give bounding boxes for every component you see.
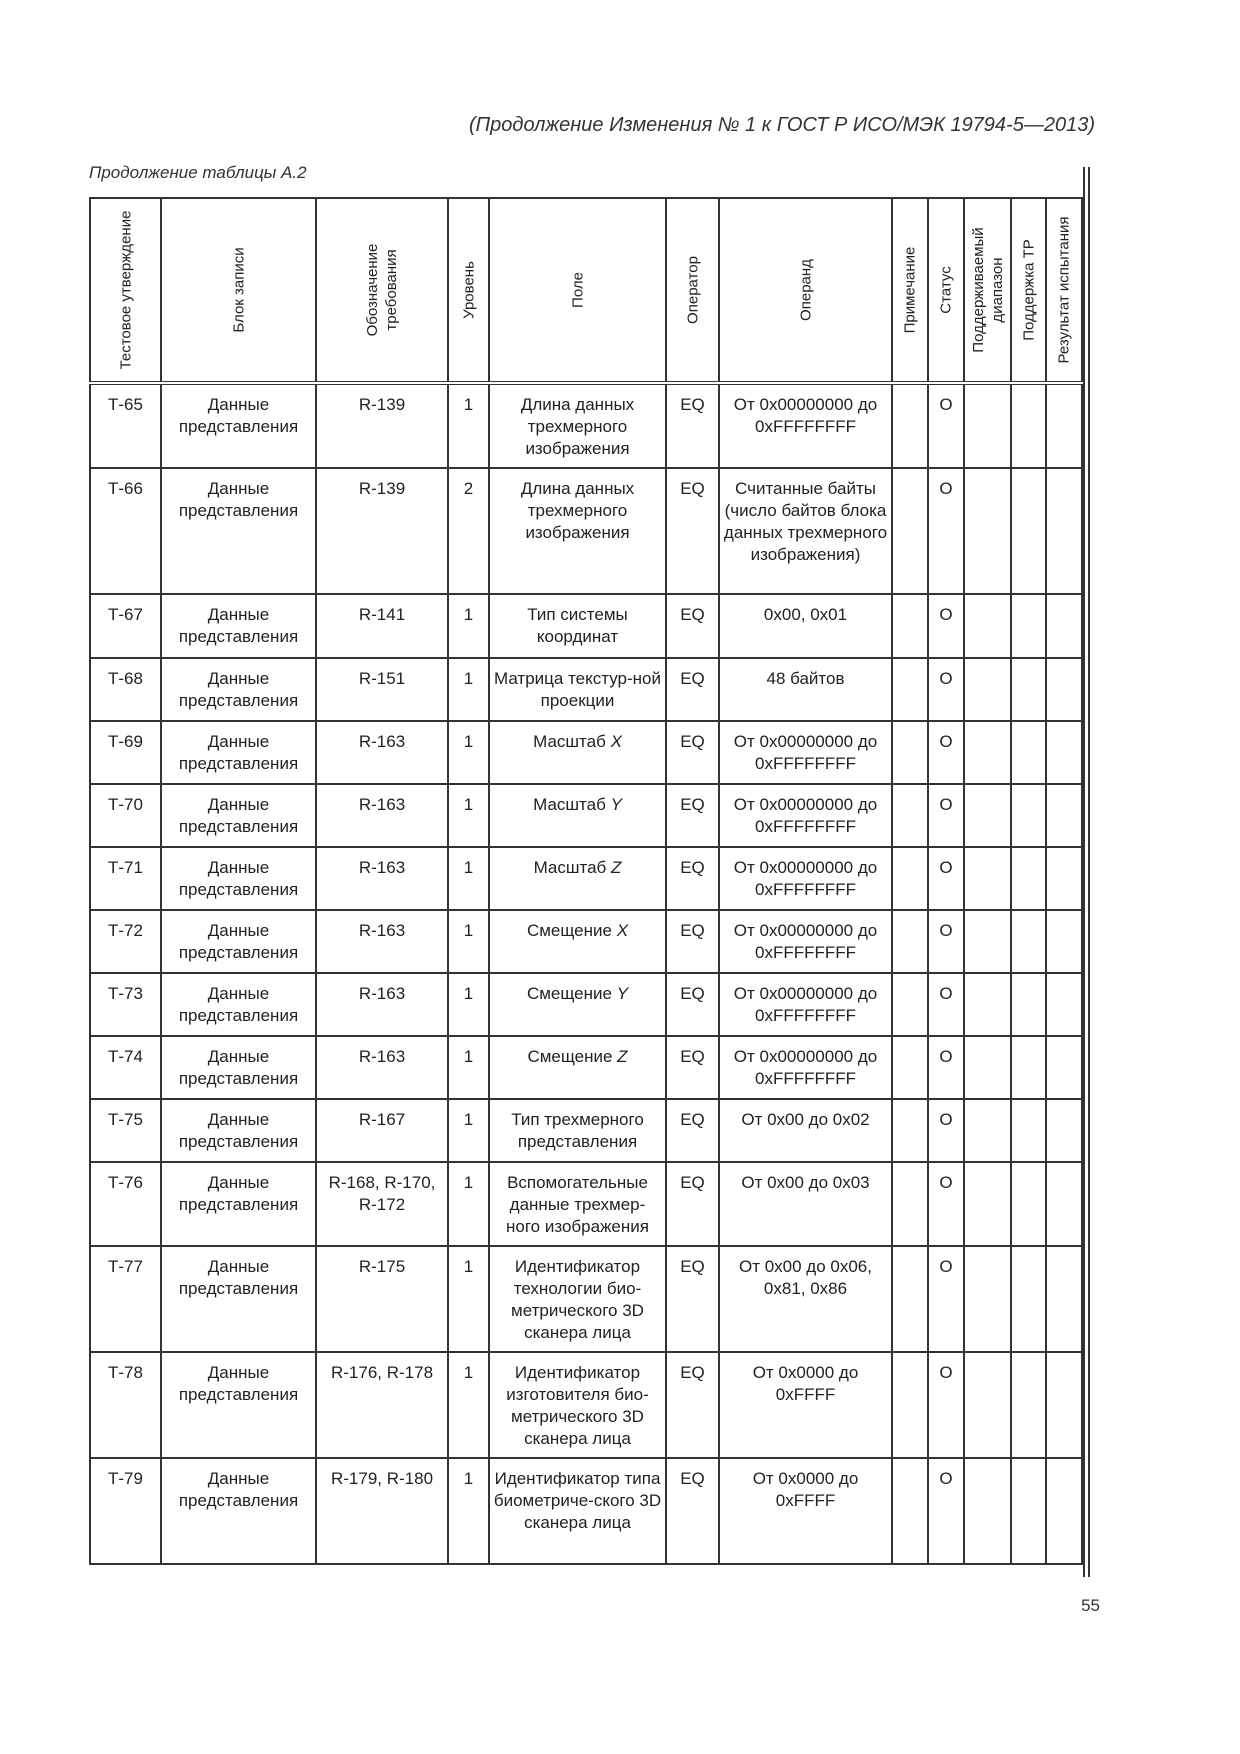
- cell-result: [1046, 973, 1082, 1036]
- cell-result: [1046, 658, 1082, 721]
- cell-note: [892, 658, 928, 721]
- cell-test: Т-71: [90, 847, 161, 910]
- cell-block: Данные представления: [161, 973, 316, 1036]
- table-row: [90, 847, 1082, 910]
- column-header-status: Статус: [928, 198, 964, 383]
- cell-status: O: [928, 1099, 964, 1162]
- cell-requirement: R-163: [316, 973, 448, 1036]
- cell-test: Т-70: [90, 784, 161, 847]
- cell-result: [1046, 594, 1082, 658]
- cell-range: [964, 1162, 1011, 1246]
- cell-support: [1011, 1246, 1046, 1352]
- cell-field: Масштаб X: [489, 721, 666, 784]
- cell-field: Идентификатор технологии био-метрического 3D сканера лица: [489, 1246, 666, 1352]
- column-header-operator: Оператор: [666, 198, 719, 383]
- cell-support: [1011, 1352, 1046, 1458]
- cell-operator: EQ: [666, 973, 719, 1036]
- cell-support: [1011, 1458, 1046, 1564]
- cell-level: 2: [448, 468, 489, 594]
- cell-test: Т-68: [90, 658, 161, 721]
- column-header-requirement: Обозначение требования: [316, 198, 448, 383]
- column-header-result: Результат испытания: [1046, 198, 1082, 383]
- cell-support: [1011, 1162, 1046, 1246]
- cell-support: [1011, 468, 1046, 594]
- cell-level: 1: [448, 847, 489, 910]
- cell-field: Смещение X: [489, 910, 666, 973]
- cell-field: Матрица текстур-ной проекции: [489, 658, 666, 721]
- cell-level: 1: [448, 658, 489, 721]
- cell-level: 1: [448, 1246, 489, 1352]
- cell-requirement: R-179, R-180: [316, 1458, 448, 1564]
- cell-requirement: R-139: [316, 468, 448, 594]
- cell-range: [964, 658, 1011, 721]
- cell-operand: Считанные байты (число байтов блока данных трехмерного изображения): [719, 468, 892, 594]
- table-caption: Продолжение таблицы А.2: [89, 163, 307, 182]
- cell-field: Идентификатор изготовителя био-метрического 3D сканера лица: [489, 1352, 666, 1458]
- cell-requirement: R-176, R-178: [316, 1352, 448, 1458]
- cell-support: [1011, 1036, 1046, 1099]
- cell-range: [964, 1246, 1011, 1352]
- cell-support: [1011, 910, 1046, 973]
- cell-note: [892, 1162, 928, 1246]
- cell-test: Т-73: [90, 973, 161, 1036]
- cell-status: O: [928, 1162, 964, 1246]
- cell-test: Т-78: [90, 1352, 161, 1458]
- cell-field: Смещение Z: [489, 1036, 666, 1099]
- cell-level: 1: [448, 1036, 489, 1099]
- cell-requirement: R-163: [316, 721, 448, 784]
- cell-level: 1: [448, 1352, 489, 1458]
- cell-level: 1: [448, 973, 489, 1036]
- cell-range: [964, 1099, 1011, 1162]
- column-header-note: Примечание: [892, 198, 928, 383]
- cell-support: [1011, 658, 1046, 721]
- cell-field: Вспомогательные данные трехмер-ного изображения: [489, 1162, 666, 1246]
- cell-operator: EQ: [666, 468, 719, 594]
- cell-note: [892, 1352, 928, 1458]
- cell-note: [892, 1458, 928, 1564]
- cell-operand: От 0x0000 до 0xFFFF: [719, 1352, 892, 1458]
- column-header-support: Поддержка ТР: [1011, 198, 1046, 383]
- table-row: [90, 1036, 1082, 1099]
- cell-field: Идентификатор типа биометриче-ского 3D сканера лица: [489, 1458, 666, 1564]
- cell-field: Масштаб Z: [489, 847, 666, 910]
- cell-test: Т-67: [90, 594, 161, 658]
- table-row: [90, 468, 1082, 594]
- cell-block: Данные представления: [161, 383, 316, 468]
- cell-operand: 0x00, 0x01: [719, 594, 892, 658]
- cell-level: 1: [448, 910, 489, 973]
- cell-field: Длина данных трехмерного изображения: [489, 383, 666, 468]
- cell-operator: EQ: [666, 1458, 719, 1564]
- cell-support: [1011, 383, 1046, 468]
- cell-operand: От 0x00000000 до 0xFFFFFFFF: [719, 973, 892, 1036]
- margin-rule: [1083, 167, 1085, 1577]
- table-header-row: [90, 198, 1082, 383]
- cell-range: [964, 784, 1011, 847]
- cell-test: Т-65: [90, 383, 161, 468]
- cell-field: Длина данных трехмерного изображения: [489, 468, 666, 594]
- cell-status: O: [928, 784, 964, 847]
- cell-operand: 48 байтов: [719, 658, 892, 721]
- table-row: [90, 910, 1082, 973]
- cell-field: Масштаб Y: [489, 784, 666, 847]
- cell-operator: EQ: [666, 910, 719, 973]
- cell-test: Т-69: [90, 721, 161, 784]
- cell-status: O: [928, 468, 964, 594]
- cell-level: 1: [448, 721, 489, 784]
- cell-operator: EQ: [666, 383, 719, 468]
- cell-status: O: [928, 658, 964, 721]
- cell-result: [1046, 1099, 1082, 1162]
- cell-note: [892, 1036, 928, 1099]
- cell-block: Данные представления: [161, 784, 316, 847]
- cell-field: Тип трехмерного представления: [489, 1099, 666, 1162]
- cell-requirement: R-163: [316, 847, 448, 910]
- cell-requirement: R-175: [316, 1246, 448, 1352]
- column-header-test: Тестовое утверждение: [90, 198, 161, 383]
- cell-test: Т-75: [90, 1099, 161, 1162]
- cell-test: Т-66: [90, 468, 161, 594]
- table-row: [90, 594, 1082, 658]
- table-row: [90, 1099, 1082, 1162]
- cell-block: Данные представления: [161, 1036, 316, 1099]
- cell-result: [1046, 721, 1082, 784]
- cell-note: [892, 468, 928, 594]
- cell-result: [1046, 1162, 1082, 1246]
- cell-result: [1046, 1352, 1082, 1458]
- column-header-field: Поле: [489, 198, 666, 383]
- cell-operator: EQ: [666, 847, 719, 910]
- cell-range: [964, 468, 1011, 594]
- cell-result: [1046, 847, 1082, 910]
- cell-note: [892, 594, 928, 658]
- cell-block: Данные представления: [161, 721, 316, 784]
- cell-range: [964, 973, 1011, 1036]
- cell-requirement: R-163: [316, 910, 448, 973]
- cell-field: Тип системы координат: [489, 594, 666, 658]
- cell-status: O: [928, 1036, 964, 1099]
- cell-block: Данные представления: [161, 594, 316, 658]
- table-row: [90, 1458, 1082, 1564]
- cell-requirement: R-151: [316, 658, 448, 721]
- cell-block: Данные представления: [161, 1162, 316, 1246]
- cell-operand: От 0x00 до 0x06, 0x81, 0x86: [719, 1246, 892, 1352]
- cell-result: [1046, 383, 1082, 468]
- cell-note: [892, 847, 928, 910]
- cell-test: Т-72: [90, 910, 161, 973]
- cell-support: [1011, 973, 1046, 1036]
- cell-operator: EQ: [666, 1246, 719, 1352]
- cell-note: [892, 721, 928, 784]
- cell-operand: От 0x00000000 до 0xFFFFFFFF: [719, 784, 892, 847]
- cell-level: 1: [448, 383, 489, 468]
- cell-status: O: [928, 383, 964, 468]
- cell-status: O: [928, 1352, 964, 1458]
- cell-operand: От 0x00 до 0x02: [719, 1099, 892, 1162]
- cell-status: O: [928, 594, 964, 658]
- margin-rule: [1088, 167, 1090, 1577]
- cell-block: Данные представления: [161, 658, 316, 721]
- cell-status: O: [928, 721, 964, 784]
- cell-operand: От 0x00000000 до 0xFFFFFFFF: [719, 721, 892, 784]
- cell-operator: EQ: [666, 658, 719, 721]
- cell-operand: От 0x00 до 0x03: [719, 1162, 892, 1246]
- cell-status: O: [928, 973, 964, 1036]
- cell-requirement: R-167: [316, 1099, 448, 1162]
- page-header: (Продолжение Изменения № 1 к ГОСТ Р ИСО/МЭК 19794-5—2013): [468, 114, 1095, 136]
- cell-operator: EQ: [666, 784, 719, 847]
- cell-status: O: [928, 1458, 964, 1564]
- cell-range: [964, 721, 1011, 784]
- cell-operand: От 0x00000000 до 0xFFFFFFFF: [719, 910, 892, 973]
- cell-status: O: [928, 1246, 964, 1352]
- cell-requirement: R-168, R-170, R-172: [316, 1162, 448, 1246]
- cell-block: Данные представления: [161, 1458, 316, 1564]
- cell-operator: EQ: [666, 1036, 719, 1099]
- cell-note: [892, 973, 928, 1036]
- cell-operator: EQ: [666, 721, 719, 784]
- cell-result: [1046, 1458, 1082, 1564]
- cell-status: O: [928, 910, 964, 973]
- table-row: [90, 1246, 1082, 1352]
- cell-block: Данные представления: [161, 468, 316, 594]
- cell-requirement: R-163: [316, 1036, 448, 1099]
- cell-support: [1011, 784, 1046, 847]
- column-header-block: Блок записи: [161, 198, 316, 383]
- cell-operand: От 0x00000000 до 0xFFFFFFFF: [719, 383, 892, 468]
- page-number: 55: [1081, 1596, 1100, 1615]
- cell-support: [1011, 847, 1046, 910]
- cell-note: [892, 383, 928, 468]
- cell-test: Т-74: [90, 1036, 161, 1099]
- cell-result: [1046, 468, 1082, 594]
- cell-operator: EQ: [666, 1162, 719, 1246]
- cell-requirement: R-163: [316, 784, 448, 847]
- cell-level: 1: [448, 594, 489, 658]
- cell-range: [964, 847, 1011, 910]
- cell-operand: От 0x00000000 до 0xFFFFFFFF: [719, 847, 892, 910]
- cell-block: Данные представления: [161, 1246, 316, 1352]
- cell-operator: EQ: [666, 594, 719, 658]
- table-row: [90, 1162, 1082, 1246]
- cell-operand: От 0x0000 до 0xFFFF: [719, 1458, 892, 1564]
- cell-operator: EQ: [666, 1352, 719, 1458]
- cell-test: Т-76: [90, 1162, 161, 1246]
- cell-result: [1046, 1036, 1082, 1099]
- cell-operand: От 0x00000000 до 0xFFFFFFFF: [719, 1036, 892, 1099]
- cell-range: [964, 1352, 1011, 1458]
- table-row: [90, 658, 1082, 721]
- cell-range: [964, 383, 1011, 468]
- column-header-level: Уровень: [448, 198, 489, 383]
- cell-result: [1046, 784, 1082, 847]
- cell-status: O: [928, 847, 964, 910]
- table-row: [90, 784, 1082, 847]
- cell-note: [892, 1099, 928, 1162]
- cell-test: Т-79: [90, 1458, 161, 1564]
- requirements-table: [89, 197, 1083, 1565]
- cell-range: [964, 910, 1011, 973]
- cell-level: 1: [448, 1099, 489, 1162]
- cell-note: [892, 1246, 928, 1352]
- cell-support: [1011, 721, 1046, 784]
- cell-block: Данные представления: [161, 1099, 316, 1162]
- cell-requirement: R-141: [316, 594, 448, 658]
- cell-result: [1046, 1246, 1082, 1352]
- table-row: [90, 1352, 1082, 1458]
- cell-level: 1: [448, 1162, 489, 1246]
- cell-range: [964, 1036, 1011, 1099]
- column-header-range: Поддерживаемый диапазон: [964, 198, 1011, 383]
- table-row: [90, 721, 1082, 784]
- cell-test: Т-77: [90, 1246, 161, 1352]
- cell-note: [892, 910, 928, 973]
- cell-support: [1011, 594, 1046, 658]
- cell-level: 1: [448, 784, 489, 847]
- cell-support: [1011, 1099, 1046, 1162]
- table-row: [90, 973, 1082, 1036]
- table-row: [90, 383, 1082, 468]
- cell-result: [1046, 910, 1082, 973]
- cell-block: Данные представления: [161, 847, 316, 910]
- column-header-operand: Операнд: [719, 198, 892, 383]
- cell-block: Данные представления: [161, 910, 316, 973]
- cell-field: Смещение Y: [489, 973, 666, 1036]
- cell-range: [964, 594, 1011, 658]
- cell-level: 1: [448, 1458, 489, 1564]
- cell-block: Данные представления: [161, 1352, 316, 1458]
- cell-requirement: R-139: [316, 383, 448, 468]
- cell-range: [964, 1458, 1011, 1564]
- cell-operator: EQ: [666, 1099, 719, 1162]
- cell-note: [892, 784, 928, 847]
